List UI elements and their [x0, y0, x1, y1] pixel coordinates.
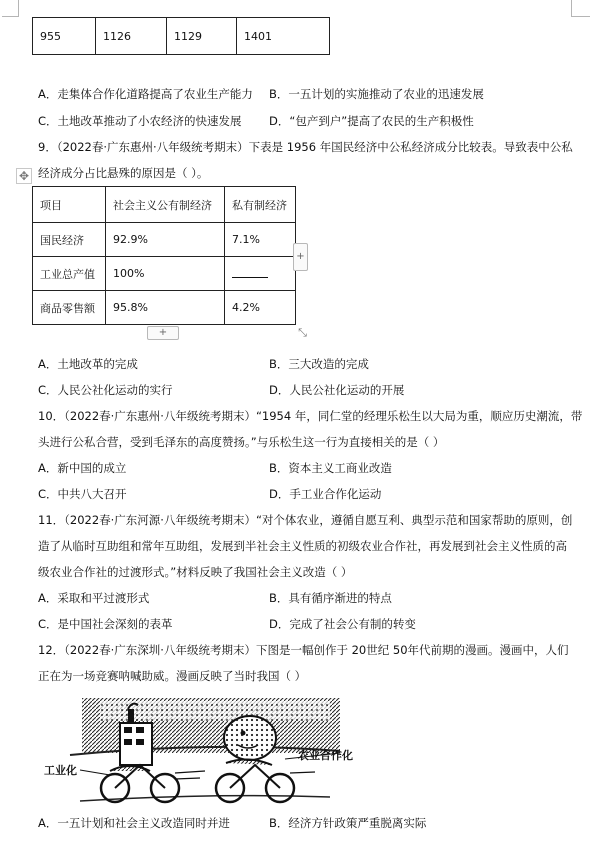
resize-handle-icon[interactable]: ⤡	[298, 326, 307, 339]
table-cell: 1401	[237, 18, 330, 55]
economy-comparison-table	[32, 186, 296, 325]
option-a: A．新中国的成立	[38, 461, 127, 475]
table-header-cell: 社会主义公有制经济	[106, 187, 225, 223]
option-c: C．中共八大召开	[38, 487, 127, 501]
table-cell: 100%	[106, 257, 225, 291]
option-d: D．完成了社会公有制的转变	[269, 617, 416, 631]
top-data-table	[32, 17, 330, 55]
table-cell: 商品零售额	[33, 291, 106, 325]
page-corner-mark-right	[571, 0, 590, 17]
table-cell: 国民经济	[33, 223, 106, 257]
table-header-cell: 私有制经济	[225, 187, 296, 223]
option-c: C．土地改革推动了小农经济的快速发展	[38, 114, 242, 128]
option-b: B．三大改造的完成	[269, 357, 369, 371]
table-cell-blank	[225, 257, 296, 291]
option-d: D．“包产到户”提高了农民的生产积极性	[269, 114, 474, 128]
option-c: C．是中国社会深刻的表革	[38, 617, 173, 631]
add-column-button[interactable]: +	[293, 243, 308, 271]
table-cell: 955	[33, 18, 96, 55]
table-cell: 7.1%	[225, 223, 296, 257]
table-move-handle-icon[interactable]: ✥	[16, 168, 32, 184]
table-cell: 92.9%	[106, 223, 225, 257]
question-12-text-line2: 正在为一场竞赛呐喊助威。漫画反映了当时我国（ ）	[38, 669, 307, 683]
question-10-text-line1: 10．（2022春·广东惠州·八年级统考期末）“1954 年，同仁堂的经理乐松生以大局为重，顺应历史潮流，带	[38, 409, 583, 423]
question-11-text-line1: 11．（2022春·广东河源·八年级统考期末）“对个体农业，遵循自愿互利、典型示范和国家帮助的原则，创	[38, 513, 573, 527]
table-cell: 工业总产值	[33, 257, 106, 291]
question-11-text-line2: 造了从临时互助组和常年互助组，发展到半社会主义性质的初级农业合作社，再发展到社会主义性质的高	[38, 539, 567, 553]
table-cell: 1126	[96, 18, 167, 55]
question-11-text-line3: 级农业合作社的过渡形式。”材料反映了我国社会主义改造（ ）	[38, 565, 353, 579]
cartoon-image	[40, 693, 370, 808]
question-9-text-line1: 9．（2022春·广东惠州·八年级统考期末）下表是 1956 年国民经济中公私经济成分比较表。导致表中公私	[38, 140, 573, 154]
option-d: D．手工业合作化运动	[269, 487, 382, 501]
table-cell: 1129	[167, 18, 237, 55]
option-d: D．人民公社化运动的开展	[269, 383, 405, 397]
add-row-button[interactable]: +	[147, 326, 179, 340]
fill-in-blank-line	[232, 267, 268, 278]
table-cell: 4.2%	[225, 291, 296, 325]
option-b: B．经济方针政策严重脱离实际	[269, 816, 427, 830]
table-header-cell: 项目	[33, 187, 106, 223]
option-b: B．一五计划的实施推动了农业的迅速发展	[269, 87, 484, 101]
question-12-text-line1: 12．（2022春·广东深圳·八年级统考期末）下图是一幅创作于 20世纪 50年代前期的漫画。漫画中，人们	[38, 643, 569, 657]
option-a: A．采取和平过渡形式	[38, 591, 150, 605]
cartoon-label-left: 工业化	[44, 764, 77, 777]
option-a: A．土地改革的完成	[38, 357, 138, 371]
option-a: A．一五计划和社会主义改造同时并进	[38, 816, 230, 830]
option-b: B．具有循序渐进的特点	[269, 591, 392, 605]
question-9-text-line2: 经济成分占比悬殊的原因是（ ）。	[38, 166, 209, 180]
table-cell: 95.8%	[106, 291, 225, 325]
option-c: C．人民公社化运动的实行	[38, 383, 173, 397]
option-b: B．资本主义工商业改造	[269, 461, 392, 475]
option-a: A．走集体合作化道路提高了农业生产能力	[38, 87, 253, 101]
page-corner-mark-left	[2, 0, 19, 17]
cartoon-label-right: 农业合作化	[298, 749, 353, 762]
question-10-text-line2: 头进行公私合营，受到毛泽东的高度赞扬。”与乐松生这一行为直接相关的是（ ）	[38, 435, 445, 449]
